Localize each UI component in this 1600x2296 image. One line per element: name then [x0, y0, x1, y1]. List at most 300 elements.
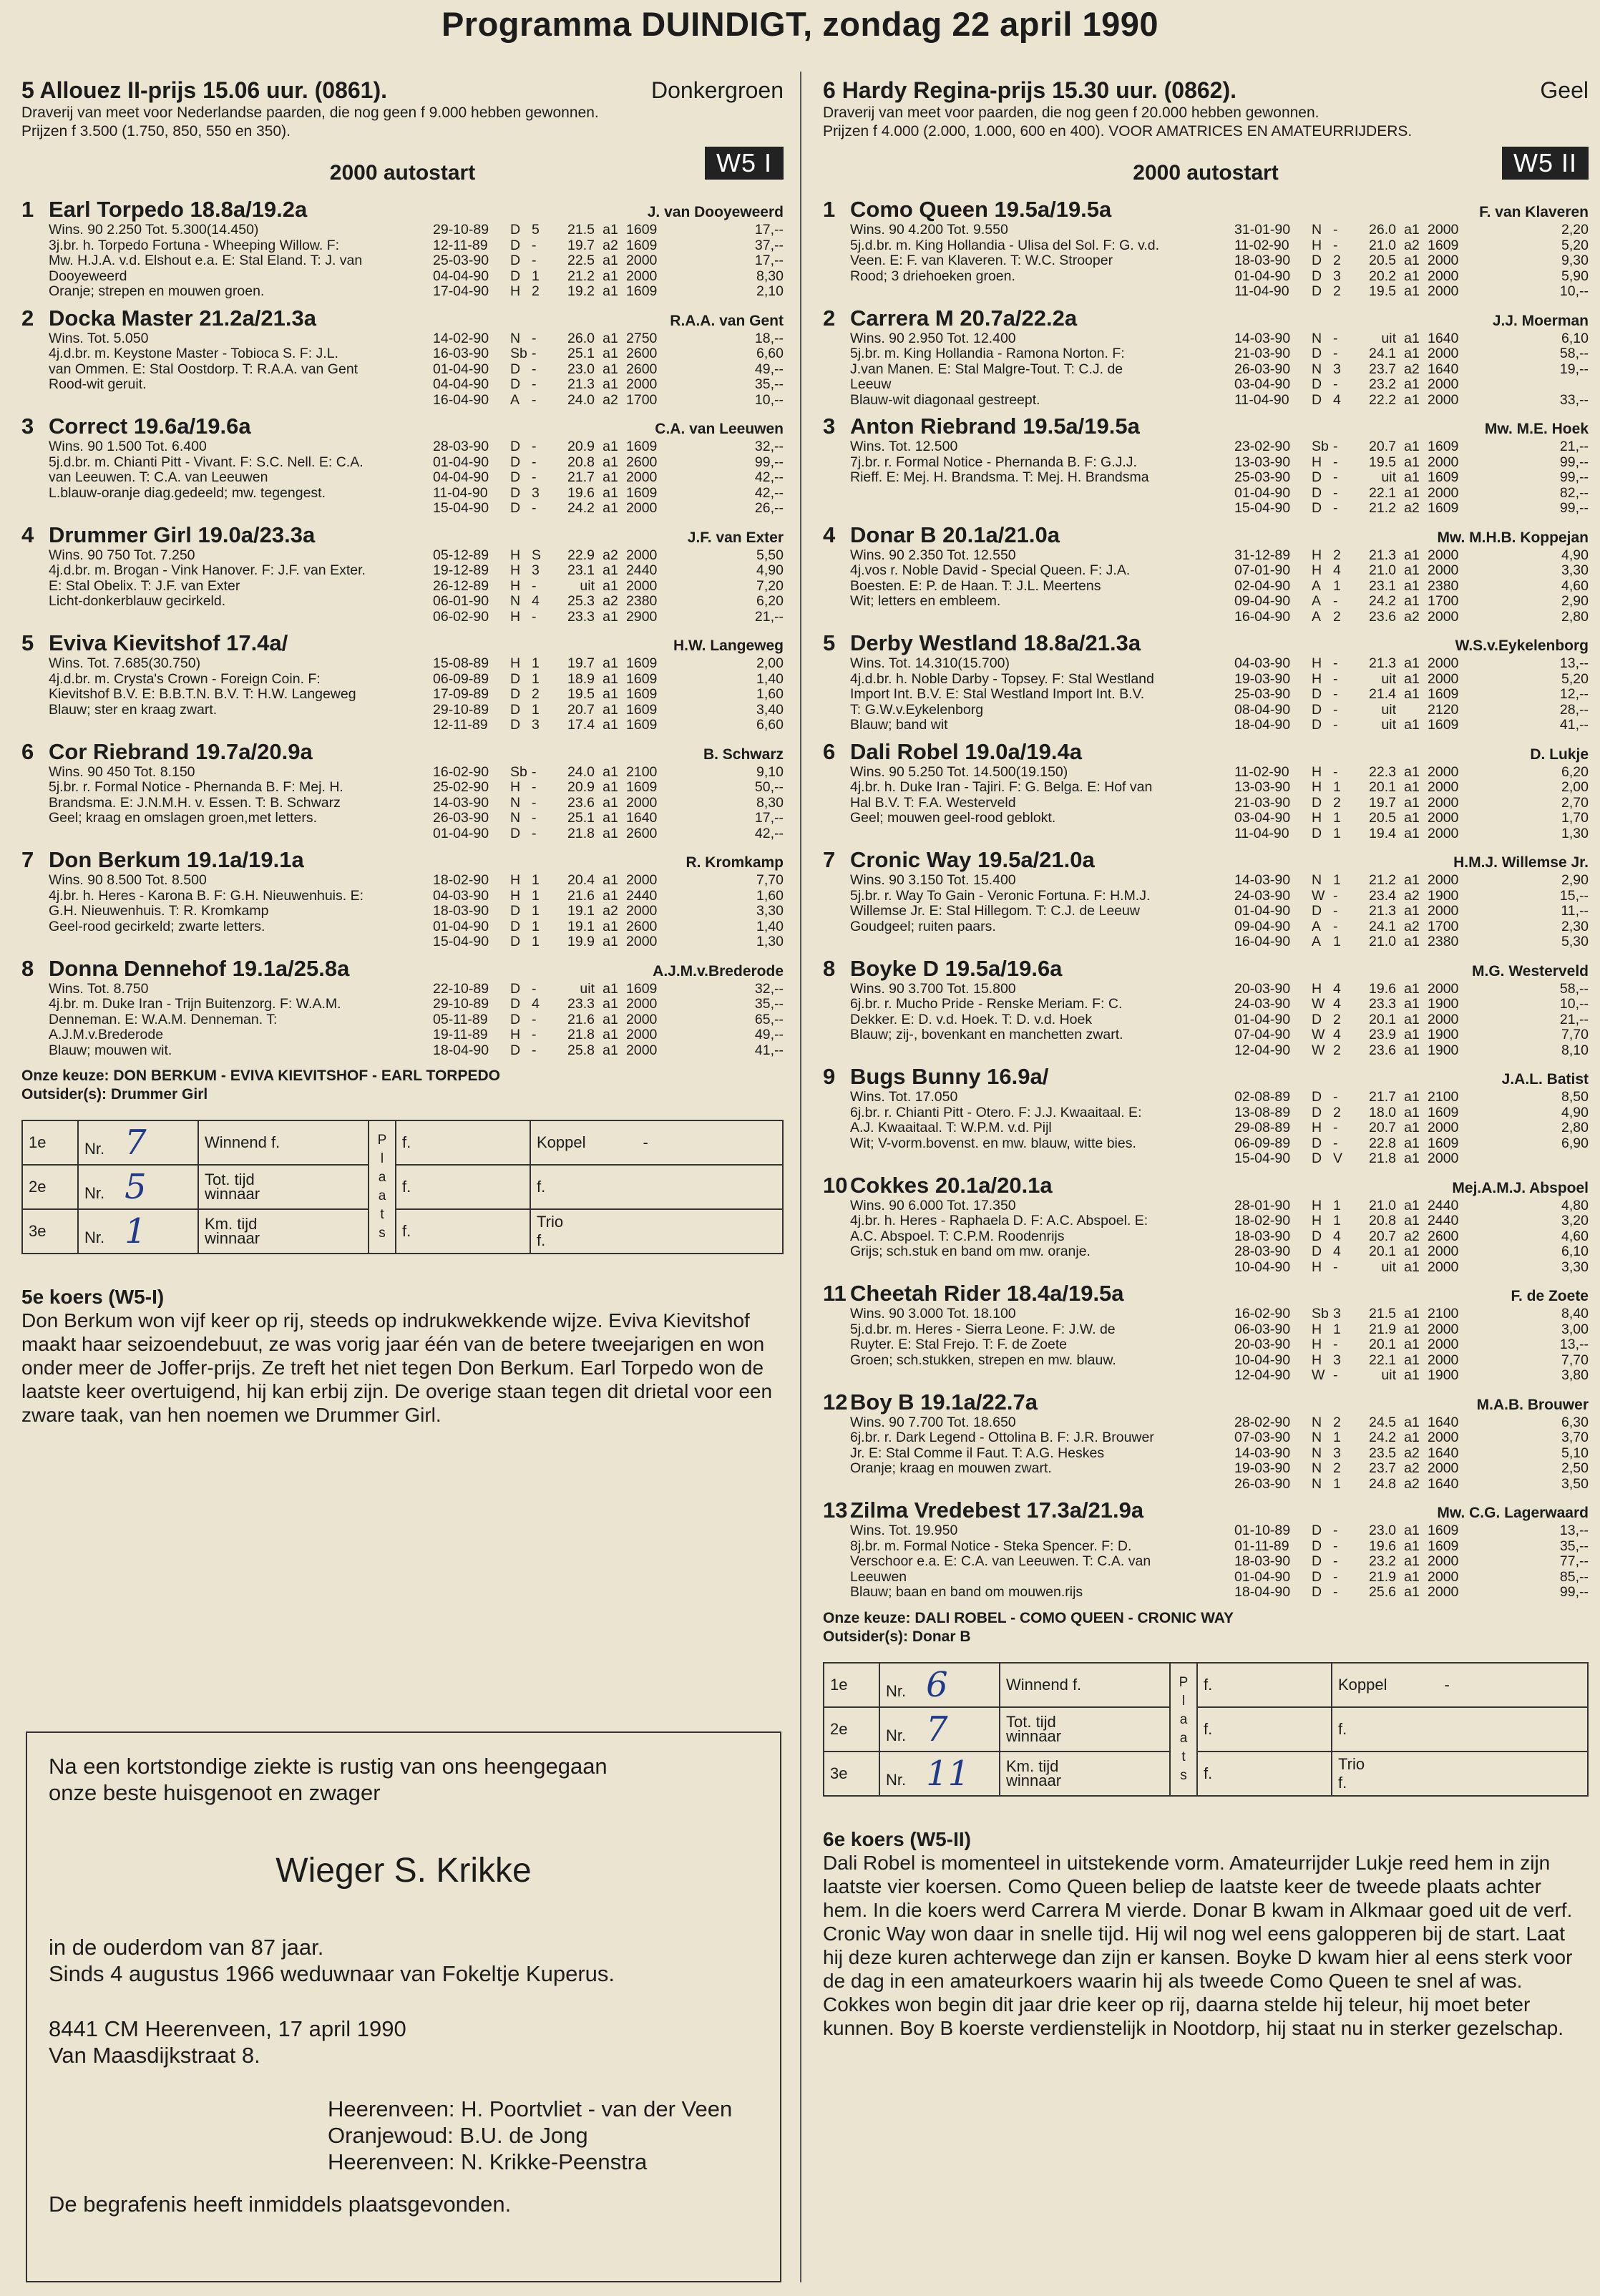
result-date: 15-08-89: [433, 655, 489, 671]
result-track: D: [510, 1042, 521, 1058]
result-place: 1: [1333, 1197, 1341, 1213]
koppel-label: Koppel: [537, 1133, 586, 1151]
result-track: H: [510, 283, 521, 299]
result-start: a1: [603, 980, 618, 997]
bet-cell[interactable]: [530, 1209, 783, 1254]
horse-info-line: 4j.d.br. m. Crysta's Crown - Foreign Coin. F:: [49, 671, 321, 687]
result-time: uit: [1381, 701, 1396, 718]
nr-cell[interactable]: [78, 1120, 198, 1165]
result-odds: 6,90: [1561, 1135, 1589, 1151]
result-track: D: [510, 670, 521, 687]
result-distance: 2000: [626, 577, 658, 594]
place-label: 3e: [22, 1209, 78, 1254]
plaats-f-cell[interactable]: f.: [396, 1165, 530, 1209]
result-odds: 32,--: [754, 980, 784, 997]
result-odds: 7,20: [756, 577, 784, 594]
result-time: 21.0: [1369, 934, 1396, 949]
nr-cell[interactable]: [78, 1165, 198, 1209]
plaats-f-cell[interactable]: f.: [396, 1209, 530, 1254]
bet-cell[interactable]: [1332, 1752, 1588, 1796]
analysis-title: 6e koers (W5-II): [823, 1827, 971, 1850]
nr-cell[interactable]: [879, 1663, 1000, 1707]
result-row: [1234, 238, 1589, 254]
result-odds: 6,30: [1561, 1414, 1589, 1430]
horse-body: [823, 656, 1589, 733]
result-track: D: [1312, 1228, 1322, 1244]
result-odds: 2,90: [1561, 593, 1589, 609]
nr-label: Nr.: [84, 1184, 105, 1202]
plaats-f-cell[interactable]: f.: [1197, 1752, 1332, 1796]
result-row: [433, 253, 784, 269]
obituary-name: Wieger S. Krikke: [275, 1852, 532, 1890]
bet-cell[interactable]: [1332, 1707, 1588, 1752]
result-start: a2: [1404, 1475, 1420, 1492]
horse-driver: J.F. van Exter: [687, 529, 784, 546]
result-track: D: [510, 918, 521, 934]
result-row: [1234, 1337, 1589, 1353]
result-place: 5: [532, 222, 540, 238]
result-track: D: [1312, 1584, 1322, 1600]
result-distance: 2440: [626, 887, 658, 904]
result-time: 19.6: [1369, 1538, 1396, 1554]
result-time: 21.9: [1369, 1321, 1396, 1337]
result-time: 21.3: [567, 376, 595, 392]
result-track: D: [510, 980, 521, 997]
result-odds: 8,10: [1561, 1042, 1589, 1058]
result-place: -: [1333, 469, 1338, 485]
horse-body: [823, 873, 1589, 950]
result-start: a1: [603, 934, 618, 949]
result-row: [1234, 780, 1589, 796]
result-time: 21.7: [1369, 1089, 1396, 1105]
result-start: a1: [1404, 1553, 1420, 1569]
horse-header: [823, 630, 1589, 656]
result-start: [1396, 703, 1428, 718]
result-odds: 3,20: [1561, 1213, 1589, 1228]
result-distance: 1609: [626, 980, 658, 997]
result-track: N: [1312, 1414, 1322, 1430]
result-start: a1: [1404, 593, 1420, 609]
result-odds: 10,--: [1559, 283, 1589, 299]
result-start: a2: [1404, 918, 1420, 934]
result-place: -: [1333, 918, 1338, 934]
horse-driver: F. van Klaveren: [1479, 204, 1589, 220]
result-time: 19.6: [567, 484, 595, 501]
result-place: -: [532, 810, 537, 826]
horse-info-line: Denneman. E: W.A.M. Denneman. T:: [49, 1012, 278, 1027]
horse-driver: M.A.B. Brouwer: [1476, 1396, 1589, 1413]
result-odds: 28,--: [1559, 701, 1589, 718]
result-distance: 2380: [626, 593, 658, 609]
horse-info: [823, 656, 1234, 733]
dash: -: [1444, 1675, 1450, 1694]
koppel-label: Koppel: [1338, 1675, 1387, 1694]
result-row: [433, 656, 784, 672]
result-date: 04-03-90: [433, 887, 489, 904]
result-place: 3: [532, 562, 540, 578]
result-date: 01-04-90: [433, 361, 489, 377]
horse-header: [21, 414, 784, 439]
result-odds: 5,20: [1561, 237, 1589, 253]
result-date: 16-04-90: [433, 391, 489, 408]
result-time: 20.7: [1369, 439, 1396, 454]
horse-title: [21, 306, 316, 331]
result-distance: 2000: [626, 1027, 658, 1042]
result-row: [1234, 548, 1589, 564]
result-track: H: [1312, 810, 1322, 826]
result-date: 06-02-90: [433, 608, 489, 625]
result-row: [1234, 439, 1589, 455]
plaats-f-cell[interactable]: f.: [1197, 1707, 1332, 1752]
result-start: a1: [1404, 484, 1420, 501]
result-track: Sb: [510, 763, 527, 780]
result-place: -: [1333, 222, 1338, 238]
bet-cell[interactable]: [530, 1165, 783, 1209]
kmtijd-label-2: winnaar: [205, 1229, 260, 1247]
result-track: D: [1312, 500, 1322, 516]
result-distance: 2000: [1428, 1244, 1459, 1259]
horse-driver: J.A.L. Batist: [1501, 1071, 1589, 1088]
result-distance: 1700: [626, 391, 658, 408]
result-track: H: [1312, 1197, 1322, 1213]
result-time: uit: [1381, 330, 1396, 346]
result-distance: 1700: [1428, 918, 1459, 934]
horse-info-line: Blauw; mouwen wit.: [49, 1042, 172, 1058]
horse-info: [21, 331, 433, 409]
result-row: [1234, 1260, 1589, 1276]
result-time: 22.3: [1369, 763, 1396, 780]
horse-title: [823, 522, 1060, 548]
result-start: a1: [1404, 253, 1420, 268]
nr-cell[interactable]: [78, 1209, 198, 1254]
result-row: [433, 269, 784, 285]
result-odds: 1,70: [1561, 810, 1589, 826]
result-odds: 9,30: [1561, 253, 1589, 268]
result-odds: 8,50: [1561, 1089, 1589, 1105]
horse-info: [823, 765, 1234, 842]
result-odds: 21,--: [1559, 439, 1589, 454]
result-date: 01-11-89: [1234, 1538, 1289, 1554]
result-date: 11-04-90: [1234, 283, 1289, 299]
horse-header: [21, 630, 784, 656]
trio-f: f.: [1338, 1773, 1347, 1792]
result-time: 19.9: [567, 934, 595, 949]
horse-info: [823, 331, 1234, 409]
result-start: a2: [1404, 887, 1420, 904]
race-code-badge: W5 II: [1502, 147, 1589, 180]
race-5-column: [21, 77, 784, 1427]
result-row: [433, 718, 784, 733]
result-row: [1234, 982, 1589, 997]
result-start: a1: [1404, 469, 1420, 485]
winnend-label: Winnend f.: [205, 1133, 281, 1151]
horse-title: [823, 1173, 1053, 1198]
result-track: D: [510, 439, 521, 454]
result-start: a1: [1404, 1089, 1420, 1105]
result-date: 28-03-90: [1234, 1244, 1291, 1259]
result-start: a2: [603, 903, 618, 919]
result-place: -: [1333, 701, 1338, 718]
horse-name: Donna Dennehof 19.1a/25.8a: [49, 955, 350, 981]
result-track: H: [510, 562, 521, 578]
result-distance: 2000: [1428, 1321, 1459, 1337]
nr-cell[interactable]: [879, 1752, 1000, 1796]
horse-name: Dali Robel 19.0a/19.4a: [850, 738, 1082, 764]
result-track: H: [1312, 1352, 1322, 1368]
result-time: 24.2: [1369, 1430, 1396, 1445]
plaats-label: P l a a t s: [369, 1120, 396, 1254]
result-odds: 18,--: [754, 330, 784, 346]
horse-results: [433, 982, 784, 1059]
horse-info-line: Kievitshof B.V. E: B.B.T.N. B.V. T: H.W. Langeweg: [49, 687, 356, 702]
result-start: a1: [603, 918, 618, 934]
result-row: [1234, 501, 1589, 517]
tottijd-label-2: winnaar: [205, 1185, 260, 1203]
result-odds: 12,--: [1559, 686, 1589, 702]
result-odds: 58,--: [1559, 980, 1589, 997]
horse-info-line: A.C. Abspoel. T: C.P.M. Roodenrijs: [850, 1228, 1065, 1244]
horse-body: [823, 439, 1589, 517]
result-track: D: [510, 222, 521, 238]
result-start: a1: [603, 655, 618, 671]
result-time: 23.7: [1369, 361, 1396, 377]
horse-info-line: J.van Manen. E: Stal Malgre-Tout. T: C.J. de: [850, 361, 1123, 377]
result-date: 06-01-90: [433, 593, 489, 609]
horse-info: [823, 873, 1234, 950]
result-place: V: [1333, 1151, 1343, 1166]
result-date: 01-04-90: [1234, 1011, 1291, 1027]
handwritten-number: 5: [125, 1167, 147, 1207]
result-start: a1: [603, 484, 618, 501]
result-start: a2: [603, 237, 618, 253]
horse-results: [1234, 1415, 1589, 1493]
result-odds: [1472, 377, 1589, 393]
result-start: a1: [1404, 1244, 1420, 1259]
result-track: A: [510, 391, 520, 408]
result-date: 26-03-90: [433, 810, 489, 826]
horse-info-line: 4j.d.br. m. Brogan - Vink Hanover. F: J.F. van Exter.: [49, 563, 366, 578]
result-time: 18.9: [567, 670, 595, 687]
result-track: N: [1312, 222, 1322, 238]
horse-entry: [823, 739, 1589, 842]
nr-label: Nr.: [886, 1726, 907, 1744]
result-track: D: [1312, 794, 1322, 811]
result-track: H: [1312, 454, 1322, 470]
result-start: a1: [603, 1042, 618, 1058]
result-distance: 2000: [1428, 980, 1459, 997]
result-distance: 2000: [1428, 903, 1459, 919]
result-track: H: [510, 887, 521, 904]
result-time: 19.5: [567, 686, 595, 702]
horse-number: 13: [823, 1498, 848, 1523]
result-track: D: [510, 701, 521, 718]
result-start: a2: [1404, 1460, 1420, 1476]
result-start: a1: [603, 872, 618, 888]
result-row: [1234, 1415, 1589, 1431]
result-time: 21.3: [1369, 547, 1396, 563]
result-odds: 6,20: [756, 593, 784, 609]
our-choice: Onze keuze: DON BERKUM - EVIVA KIEVITSHOF - EARL TORPEDO: [21, 1068, 500, 1084]
result-time: 20.7: [567, 701, 595, 718]
result-row: [1234, 1306, 1589, 1322]
horse-title: [21, 414, 251, 439]
result-place: 2: [1333, 1460, 1341, 1476]
result-row: [1234, 1477, 1589, 1493]
result-time: 25.8: [567, 1042, 595, 1058]
bet-cell[interactable]: [1332, 1663, 1588, 1707]
analysis-text: Don Berkum won vijf keer op rij, steeds op indrukwekkende wijze. Eviva Kievitshof maakt haar seizoendebuut, ze was vorig jaar één van de betere tweejarigen en won onder meer de Joffer-prijs. Ze treft het niet tegen Don Berkum. Earl Torpedo won de laatste keer overtuigend, hij kan erbij zijn. De overige staan tegen dit drietal voor een zware taak, van hen noemen we Drummer Girl.: [21, 1309, 773, 1426]
horse-body: [823, 1090, 1589, 1167]
result-distance: 1609: [1428, 1135, 1459, 1151]
result-odds: 5,20: [1561, 670, 1589, 687]
result-time: 21.6: [567, 887, 595, 904]
horse-info-line: Wit; letters en embleem.: [850, 594, 1001, 609]
result-date: 26-03-90: [1234, 1475, 1291, 1492]
horse-body: [21, 548, 784, 625]
result-track: H: [1312, 1337, 1322, 1352]
horse-results: [433, 873, 784, 950]
result-start: a1: [603, 222, 618, 238]
bet-cell[interactable]: [530, 1120, 783, 1165]
result-track: D: [1312, 1151, 1322, 1166]
result-row: [433, 563, 784, 579]
result-start: a1: [1404, 547, 1420, 563]
result-row: [1234, 1570, 1589, 1586]
result-row: [1234, 765, 1589, 781]
result-distance: 2000: [626, 253, 658, 268]
result-start: a1: [603, 346, 618, 361]
result-odds: 26,--: [754, 500, 784, 516]
result-distance: 2000: [626, 1042, 658, 1058]
result-start: a1: [1404, 934, 1420, 949]
result-place: -: [532, 980, 537, 997]
horse-info: [823, 982, 1234, 1059]
result-time: 20.7: [1369, 1120, 1396, 1135]
handwritten-number: 6: [926, 1664, 948, 1705]
result-track: D: [1312, 469, 1322, 485]
dash: -: [643, 1133, 648, 1151]
result-date: 13-08-89: [1234, 1104, 1291, 1120]
result-date: 26-12-89: [433, 577, 489, 594]
result-time: uit: [580, 577, 595, 594]
result-time: 20.1: [1369, 1337, 1396, 1352]
result-place: -: [1333, 655, 1338, 671]
plaats-f-cell[interactable]: f.: [1197, 1663, 1332, 1707]
horse-info-line: Wins. 90 2.350 Tot. 12.550: [850, 547, 1016, 563]
result-track: W: [1312, 1367, 1325, 1383]
time-label: [198, 1120, 369, 1165]
result-track: H: [1312, 763, 1322, 780]
result-track: D: [1312, 283, 1322, 299]
result-date: 10-04-90: [1234, 1352, 1291, 1368]
result-start: a1: [603, 701, 618, 718]
result-odds: 21,--: [754, 608, 784, 625]
result-start: a1: [603, 608, 618, 625]
result-place: 4: [1333, 996, 1341, 1012]
result-track: D: [510, 500, 521, 516]
result-track: D: [1312, 268, 1322, 284]
result-odds: 1,60: [756, 686, 784, 702]
result-place: -: [532, 237, 537, 253]
horse-entry: [21, 956, 784, 1059]
horse-info-line: 4j.br. h. Duke Iran - Tajiri. F: G. Belga. E: Hof van: [850, 780, 1153, 795]
horse-driver: C.A. van Leeuwen: [655, 421, 784, 437]
result-time: 24.5: [1369, 1414, 1396, 1430]
horse-entry: [823, 1498, 1589, 1601]
horse-info-line: Groen; sch.stukken, strepen en mw. blauw.: [850, 1352, 1116, 1368]
obituary-funeral: De begrafenis heeft inmiddels plaatsgevonden.: [49, 2192, 512, 2217]
result-date: 25-03-90: [433, 253, 489, 268]
result-odds: 17,--: [754, 810, 784, 826]
result-start: a1: [1404, 330, 1420, 346]
result-row: [433, 904, 784, 919]
race-header: [21, 77, 784, 104]
result-distance: 1900: [1428, 1027, 1459, 1042]
horse-info-line: Wins. Tot. 12.500: [850, 439, 958, 454]
result-start: a1: [603, 686, 618, 702]
result-row: [433, 455, 784, 471]
horse-info-line: Wins. 90 8.500 Tot. 8.500: [49, 873, 207, 888]
result-place: 1: [1333, 577, 1341, 594]
result-row: [1234, 455, 1589, 471]
result-odds: 37,--: [754, 237, 784, 253]
horse-body: [21, 656, 784, 733]
result-place: -: [532, 577, 537, 594]
result-date: 06-03-90: [1234, 1321, 1291, 1337]
horse-info: [21, 656, 433, 733]
result-row: [1234, 563, 1589, 579]
result-date: 20-03-90: [1234, 980, 1291, 997]
result-date: 11-02-90: [1234, 763, 1289, 780]
result-time: 23.0: [1369, 1523, 1396, 1538]
result-time: 17.4: [567, 717, 595, 733]
result-start: a1: [1404, 779, 1420, 795]
handwritten-number: 1: [125, 1211, 147, 1251]
horse-info: [21, 982, 433, 1059]
result-start: a2: [1404, 361, 1420, 377]
result-row: [433, 501, 784, 517]
result-track: H: [510, 779, 521, 795]
result-place: -: [1333, 593, 1338, 609]
horse-info-line: Licht-donkerblauw gecirkeld.: [49, 594, 226, 609]
horse-title: [823, 1498, 1143, 1523]
result-distance: 2000: [1428, 825, 1459, 841]
result-track: D: [1312, 484, 1322, 501]
plaats-f-cell[interactable]: f.: [396, 1120, 530, 1165]
result-time: 23.1: [1369, 577, 1396, 594]
result-start: a1: [603, 1011, 618, 1027]
result-time: 19.4: [1369, 825, 1396, 841]
result-place: -: [532, 1011, 537, 1027]
our-choice: Onze keuze: DALI ROBEL - COMO QUEEN - CRONIC WAY: [823, 1609, 1234, 1626]
horse-header: [823, 197, 1589, 223]
result-odds: 3,80: [1561, 1367, 1589, 1383]
result-track: D: [510, 996, 521, 1012]
result-start: a2: [603, 547, 618, 563]
result-distance: 1700: [1428, 593, 1459, 609]
horse-name: Boy B 19.1a/22.7a: [850, 1389, 1038, 1415]
result-row: [433, 687, 784, 703]
result-place: 3: [532, 484, 540, 501]
result-track: Sb: [1312, 439, 1329, 454]
result-distance: 2000: [1428, 1430, 1459, 1445]
result-row: [1234, 1120, 1589, 1136]
nr-cell[interactable]: [879, 1707, 1000, 1752]
result-row: [1234, 1213, 1589, 1229]
result-start: a1: [603, 253, 618, 268]
result-place: 2: [1333, 1011, 1341, 1027]
result-track: D: [510, 686, 521, 702]
